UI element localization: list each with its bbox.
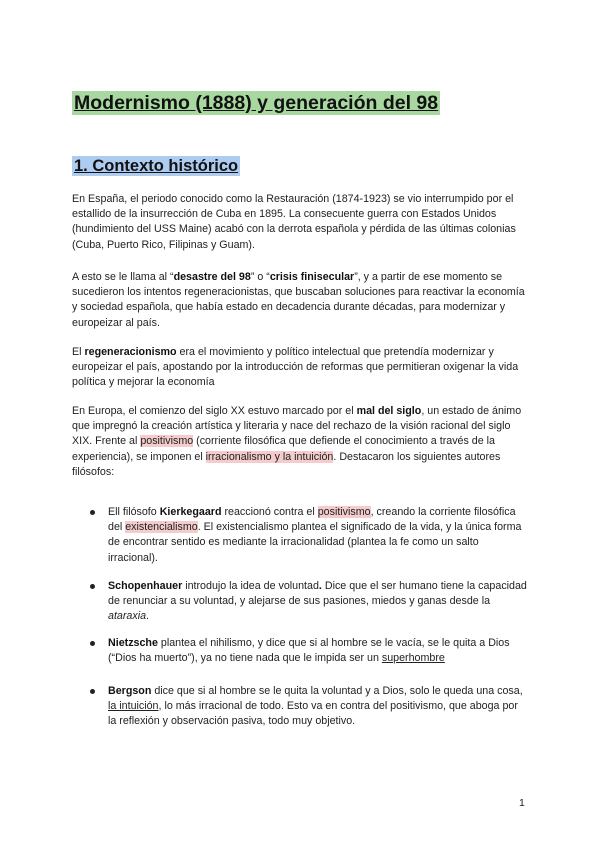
p1-text: En España, el periodo conocido como la Restauración (1874-1923) se vio interrumpido por el estallido de la insurrección de Cuba en 1895. La consecuente guerra con Estados Unidos (hundimiento del USS Maine) acabó con la derrota española y pérdida de las últimas colonias (Cuba, Puerto Rico, Filipinas y Guam). bbox=[72, 193, 516, 251]
name-nietzsche: Nietzsche bbox=[108, 637, 158, 649]
b4-text-b: dice que si al hombre se le quita la voluntad y a Dios, solo le queda una cosa, bbox=[151, 685, 523, 697]
document-title: Modernismo (1888) y generación del 98 bbox=[74, 92, 439, 114]
term-positivismo: positivismo bbox=[140, 435, 194, 448]
p4-text-g: . Destacaron los siguientes autores filósofos: bbox=[72, 450, 501, 478]
p2-text-c: ” o “ bbox=[250, 271, 270, 283]
p4-text-e: (corriente filosófica que defiende el conocimiento a través de la experiencia), se imponen el bbox=[72, 435, 495, 463]
p2-text-a: A esto se le llama al “ bbox=[72, 271, 174, 283]
b2-text-d: Dice que el ser humano tiene la capacidad de renunciar a su voluntad, y alejarse de sus pasiones, miedos y ganas desde la bbox=[108, 580, 527, 608]
page-number: 1 bbox=[519, 797, 525, 809]
list-item-text bbox=[108, 505, 528, 566]
b1-text-g: . El existencialismo plantea el significado de la vida, y la única forma de encontrar sentido es mediante la irracionalidad (plantea la fe como un salto irracional). bbox=[108, 521, 522, 564]
bullet-icon bbox=[90, 510, 95, 515]
term-superhombre: superhombre bbox=[381, 652, 445, 665]
list-item-text bbox=[108, 579, 528, 625]
p3-text-c: era el movimiento y político intelectual que pretendía modernizar y europeizar el país, apostando por la introducción de reformas que permitieran oxigenar la vida política y mejorar la economía bbox=[72, 346, 519, 389]
term-regeneracionismo: regeneracionismo bbox=[84, 346, 177, 358]
title-block bbox=[72, 92, 440, 115]
paragraph-regeneracionismo bbox=[72, 345, 532, 391]
list-item-text bbox=[108, 636, 528, 666]
paragraph-desastre bbox=[72, 270, 532, 331]
paragraph-europa bbox=[72, 404, 532, 480]
b4-text-d: , lo más irracional de todo. Esto va en contra del positivismo, que aboga por la reflexión y observación pasiva, todo muy objetivo. bbox=[108, 700, 518, 728]
section-heading-block bbox=[72, 157, 240, 176]
name-bergson: Bergson bbox=[108, 685, 152, 697]
bullet-icon bbox=[90, 641, 95, 646]
term-mal-del-siglo: mal del siglo bbox=[356, 405, 422, 417]
name-schopenhauer: Schopenhauer bbox=[108, 580, 183, 592]
p2-text-e: ”, y a partir de ese momento se sucedieron los intentos regeneracionistas, que buscaban soluciones para reactivar la economía y sociedad española, que había estado en decadencia durante décadas, para modernizar y europeizar al país. bbox=[72, 271, 525, 329]
b2-text-b: introdujo la idea de voluntad bbox=[182, 580, 319, 592]
term-la-intuicion: la intuición bbox=[108, 700, 159, 713]
bullet-icon bbox=[90, 689, 95, 694]
paragraph-restauracion bbox=[72, 192, 532, 253]
b1-text-a: Ell filósofo bbox=[108, 506, 160, 518]
list-item-text bbox=[108, 684, 528, 730]
term-desastre-98: desastre del 98 bbox=[173, 271, 251, 283]
b2-text-c: . bbox=[318, 580, 322, 592]
bullet-icon bbox=[90, 584, 95, 589]
p3-text-a: El bbox=[72, 346, 85, 358]
b1-text-c: reaccionó contra el bbox=[221, 506, 318, 518]
b1-text-e: , creando la corriente filosófica del bbox=[108, 506, 516, 534]
p4-text-a: En Europa, el comienzo del siglo XX estuvo marcado por el bbox=[72, 405, 357, 417]
name-kierkegaard: Kierkegaard bbox=[159, 506, 222, 518]
term-positivismo-b1: positivismo bbox=[317, 506, 371, 518]
term-irracionalismo: irracionalismo y la intuición bbox=[205, 450, 334, 463]
b2-text-f: . bbox=[146, 610, 150, 623]
p4-text-c: , un estado de ánimo que impregnó la creación artística y literaria y nace del rechazo de la visión racional del siglo XIX. Frente al bbox=[72, 405, 522, 448]
term-existencialismo: existencialismo bbox=[125, 521, 198, 534]
section-heading: 1. Contexto histórico bbox=[74, 157, 239, 175]
term-crisis-finisecular: crisis finisecular bbox=[269, 271, 355, 283]
term-ataraxia: ataraxia bbox=[108, 610, 147, 623]
b3-text-b: plantea el nihilismo, y dice que si al hombre se le vacía, se le quita a Dios (“Dios ha muerto”), ya no tiene nada que le impida ser un bbox=[108, 637, 510, 665]
